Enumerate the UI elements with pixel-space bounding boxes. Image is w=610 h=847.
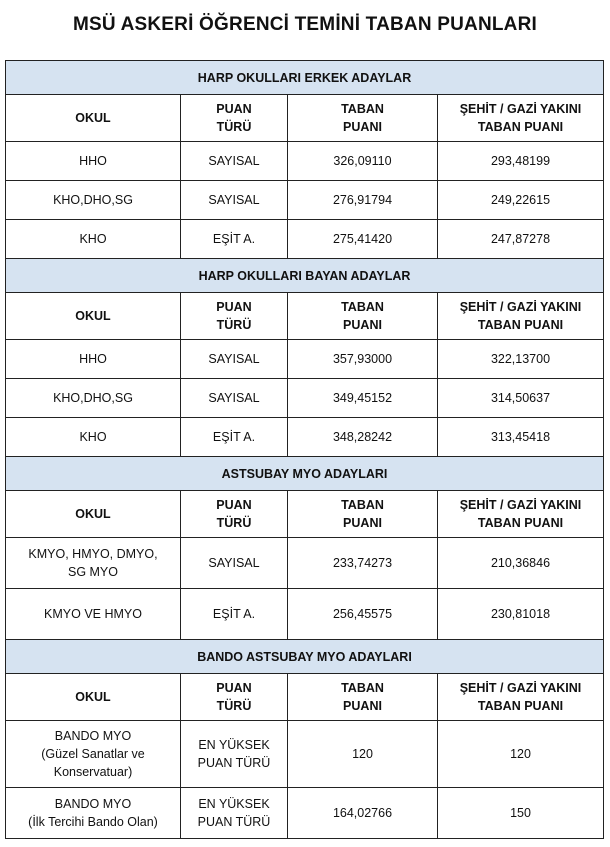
cell-puan-turu: EŞİT A. <box>181 418 288 457</box>
cell-okul: KHO <box>6 220 181 259</box>
table-row <box>6 788 604 839</box>
cell-taban: 348,28242 <box>288 418 438 457</box>
header-taban-puani: TABAN PUANI <box>288 491 438 538</box>
cell-puan-turu: EN YÜKSEK PUAN TÜRÜ <box>181 788 288 839</box>
cell-taban: 164,02766 <box>288 788 438 839</box>
cell-puan-turu: EŞİT A. <box>181 589 288 640</box>
cell-puan-turu: SAYISAL <box>181 340 288 379</box>
header-taban-puani: TABAN PUANI <box>288 674 438 721</box>
page-title: MSÜ ASKERİ ÖĞRENCİ TEMİNİ TABAN PUANLARI <box>73 14 537 35</box>
cell-taban: 120 <box>288 721 438 788</box>
cell-okul: KHO,DHO,SG <box>6 379 181 418</box>
section-header-row <box>6 640 604 674</box>
cell-sehit: 322,13700 <box>438 340 604 379</box>
cell-okul: HHO <box>6 142 181 181</box>
table-row <box>6 181 604 220</box>
cell-okul: KMYO VE HMYO <box>6 589 181 640</box>
header-sehit-gazi: ŞEHİT / GAZİ YAKINI TABAN PUANI <box>438 95 604 142</box>
header-puan-turu: PUAN TÜRÜ <box>181 491 288 538</box>
column-header-row <box>6 293 604 340</box>
cell-sehit: 230,81018 <box>438 589 604 640</box>
cell-taban: 233,74273 <box>288 538 438 589</box>
section-title: HARP OKULLARI ERKEK ADAYLAR <box>6 61 604 95</box>
header-sehit-gazi: ŞEHİT / GAZİ YAKINI TABAN PUANI <box>438 674 604 721</box>
cell-puan-turu: SAYISAL <box>181 538 288 589</box>
cell-okul: BANDO MYO (Güzel Sanatlar ve Konservatuar) <box>6 721 181 788</box>
header-sehit-gazi: ŞEHİT / GAZİ YAKINI TABAN PUANI <box>438 491 604 538</box>
header-okul: OKUL <box>6 491 181 538</box>
cell-puan-turu: SAYISAL <box>181 379 288 418</box>
score-table <box>5 60 604 839</box>
cell-okul: BANDO MYO (İlk Tercihi Bando Olan) <box>6 788 181 839</box>
cell-sehit: 120 <box>438 721 604 788</box>
cell-okul: HHO <box>6 340 181 379</box>
cell-sehit: 210,36846 <box>438 538 604 589</box>
cell-puan-turu: SAYISAL <box>181 142 288 181</box>
table-row <box>6 418 604 457</box>
header-puan-turu: PUAN TÜRÜ <box>181 674 288 721</box>
table-row <box>6 340 604 379</box>
header-taban-puani: TABAN PUANI <box>288 95 438 142</box>
cell-sehit: 150 <box>438 788 604 839</box>
cell-taban: 276,91794 <box>288 181 438 220</box>
cell-taban: 275,41420 <box>288 220 438 259</box>
cell-taban: 349,45152 <box>288 379 438 418</box>
section-header-row <box>6 259 604 293</box>
column-header-row <box>6 674 604 721</box>
table-row <box>6 220 604 259</box>
header-taban-puani: TABAN PUANI <box>288 293 438 340</box>
column-header-row <box>6 95 604 142</box>
table-row <box>6 142 604 181</box>
section-header-row <box>6 457 604 491</box>
cell-sehit: 313,45418 <box>438 418 604 457</box>
cell-taban: 326,09110 <box>288 142 438 181</box>
cell-sehit: 249,22615 <box>438 181 604 220</box>
section-title: HARP OKULLARI BAYAN ADAYLAR <box>6 259 604 293</box>
header-puan-turu: PUAN TÜRÜ <box>181 95 288 142</box>
cell-sehit: 293,48199 <box>438 142 604 181</box>
cell-puan-turu: EŞİT A. <box>181 220 288 259</box>
cell-taban: 256,45575 <box>288 589 438 640</box>
header-sehit-gazi: ŞEHİT / GAZİ YAKINI TABAN PUANI <box>438 293 604 340</box>
cell-okul: KHO <box>6 418 181 457</box>
table-row <box>6 379 604 418</box>
cell-puan-turu: EN YÜKSEK PUAN TÜRÜ <box>181 721 288 788</box>
header-okul: OKUL <box>6 95 181 142</box>
cell-sehit: 247,87278 <box>438 220 604 259</box>
cell-okul: KMYO, HMYO, DMYO, SG MYO <box>6 538 181 589</box>
cell-puan-turu: SAYISAL <box>181 181 288 220</box>
header-okul: OKUL <box>6 674 181 721</box>
table-row <box>6 589 604 640</box>
header-okul: OKUL <box>6 293 181 340</box>
section-header-row <box>6 61 604 95</box>
table-row <box>6 721 604 788</box>
header-puan-turu: PUAN TÜRÜ <box>181 293 288 340</box>
section-title: BANDO ASTSUBAY MYO ADAYLARI <box>6 640 604 674</box>
cell-sehit: 314,50637 <box>438 379 604 418</box>
cell-okul: KHO,DHO,SG <box>6 181 181 220</box>
section-title: ASTSUBAY MYO ADAYLARI <box>6 457 604 491</box>
column-header-row <box>6 491 604 538</box>
table-row <box>6 538 604 589</box>
cell-taban: 357,93000 <box>288 340 438 379</box>
